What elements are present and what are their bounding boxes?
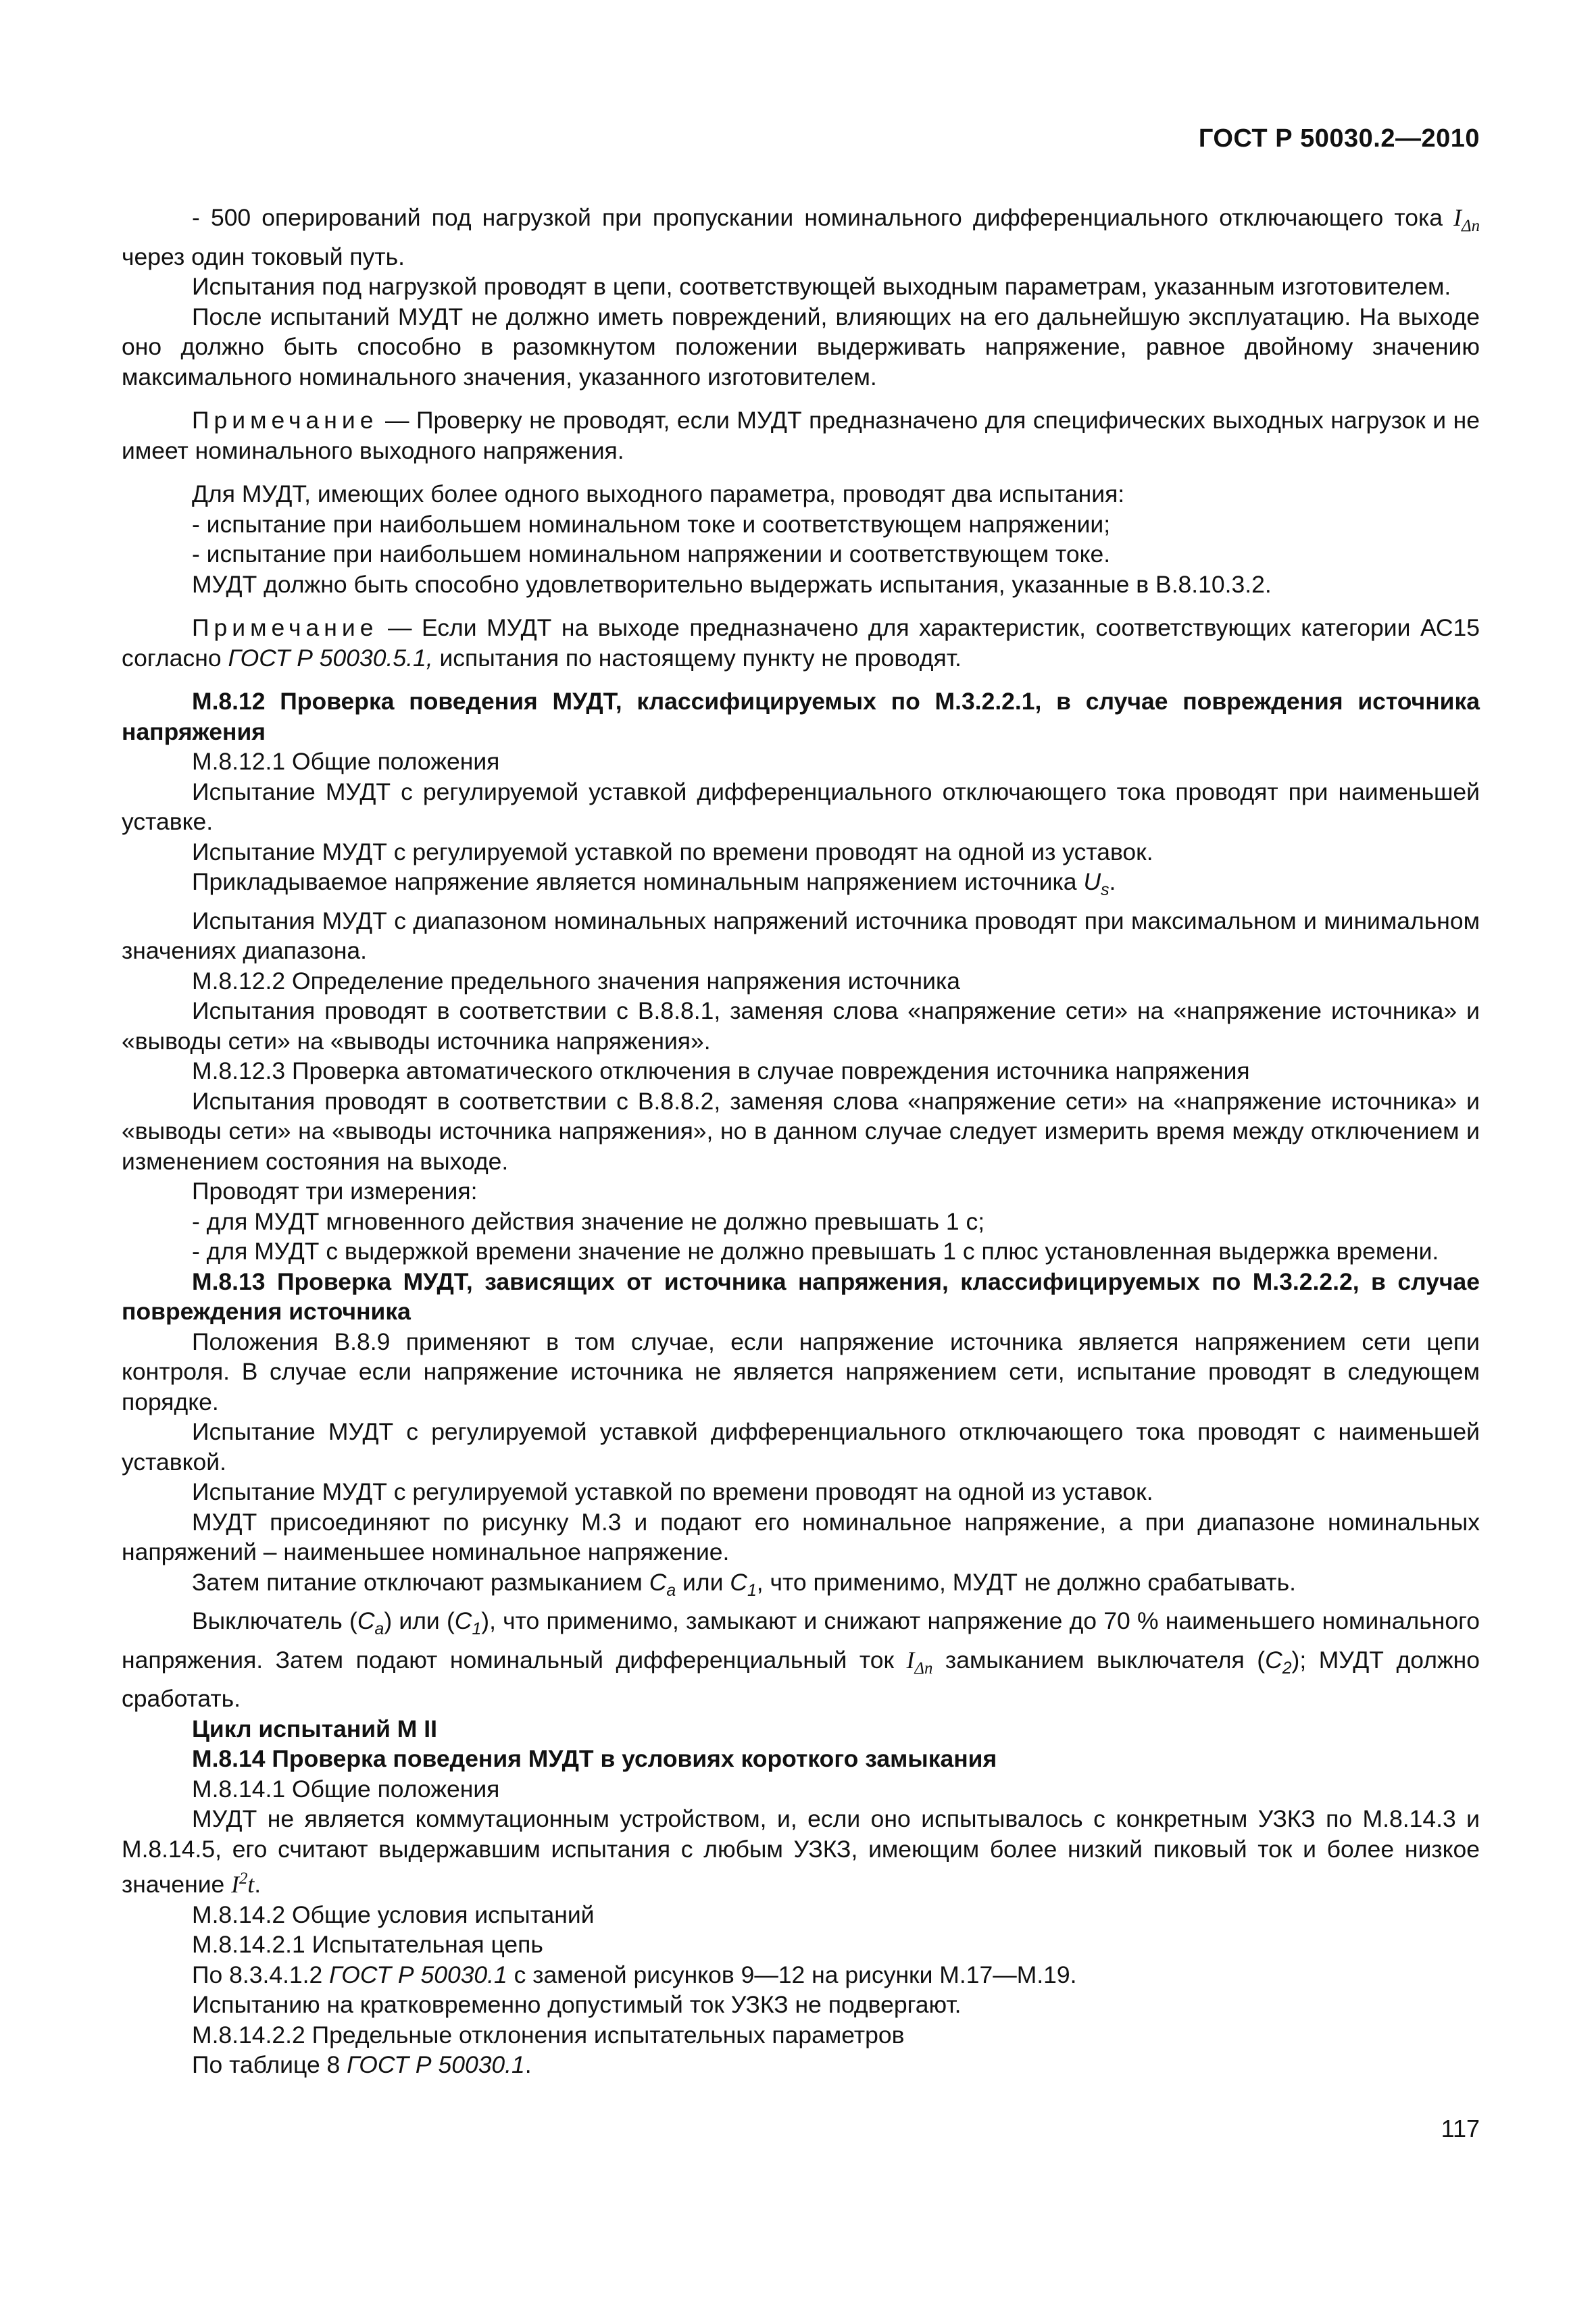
symbol: C	[649, 1568, 667, 1596]
list-item: - для МУДТ мгновенного действия значение не должно превышать 1 с;	[192, 1207, 985, 1235]
switch-symbol	[357, 1607, 384, 1639]
text: ), что применимо, замыкают и снижают напряжение до 70 % наименьшего номинального напряжения. Затем подают номинальный дифференциальный ток	[122, 1607, 1480, 1674]
paragraph: Для МУДТ, имеющих более одного выходного параметра, проводят два испытания:	[192, 480, 1125, 508]
subscript: 2	[1282, 1659, 1292, 1678]
switch-symbol	[1265, 1646, 1292, 1678]
text: По таблице 8	[192, 2051, 341, 2079]
energy-symbol	[231, 1871, 254, 1898]
symbol: C	[454, 1607, 472, 1635]
paragraph: Испытания МУДТ с диапазоном номинальных напряжений источника проводят при максимальном и минимальном значениях диапазона.	[122, 907, 1480, 965]
text: - 500 оперирований под нагрузкой при пропускании номинального дифференциального отключающего тока	[192, 204, 1443, 231]
paragraph: Испытания под нагрузкой проводят в цепи, соответствующей выходным параметрам, указанным изготовителем.	[192, 273, 1451, 301]
symbol: t	[247, 1871, 255, 1898]
paragraph: Испытания проводят в соответствии с В.8.8.1, заменяя слова «напряжение сети» на «напряжение источника» и «выводы сети» на «выводы источника напряжения».	[122, 997, 1480, 1055]
text: Прикладываемое напряжение является номинальным напряжением источника	[192, 868, 1077, 896]
list-item: - испытание при наибольшем номинальном токе и соответствующем напряжении;	[192, 510, 1111, 538]
section-heading: М.8.14 Проверка поведения МУДТ в условиях короткого замыкания	[192, 1745, 997, 1773]
symbol: U	[1083, 868, 1101, 896]
subsection-heading: М.8.14.1 Общие положения	[192, 1775, 500, 1803]
note-text: — Если МУДТ на выходе предназначено для характеристик, соответствующих категории АС15 согласно	[122, 614, 1480, 672]
list-item: - для МУДТ с выдержкой времени значение не должно превышать 1 с плюс установленная выдержка времени.	[192, 1238, 1439, 1265]
switch-symbol	[730, 1568, 757, 1600]
symbol: I	[1453, 204, 1462, 231]
symbol: C	[730, 1568, 747, 1596]
text: через один токовый путь.	[122, 243, 405, 270]
text: ) или (	[384, 1607, 455, 1635]
switch-symbol	[649, 1568, 676, 1600]
paragraph	[122, 1606, 1480, 1714]
superscript: 2	[239, 1869, 248, 1888]
note-text: — Проверку не проводят, если МУДТ предназначено для специфических выходных нагрузок и не имеет номинального выходного напряжения.	[122, 407, 1480, 464]
symbol: I	[231, 1871, 239, 1898]
page-body	[122, 203, 1480, 2080]
paragraph: МУДТ должно быть способно удовлетворительно выдержать испытания, указанные в В.8.10.3.2.	[192, 570, 1272, 598]
paragraph: Испытание МУДТ с регулируемой уставкой дифференциального отключающего тока проводят при наименьшей уставке.	[122, 778, 1480, 836]
paragraph	[122, 2050, 1480, 2080]
section-heading: М.8.13 Проверка МУДТ, зависящих от источника напряжения, классифицируемых по М.3.2.2.2, в случае повреждения источника	[122, 1267, 1480, 1326]
symbol: I	[906, 1646, 915, 1674]
paragraph: Испытания проводят в соответствии с В.8.8.2, заменяя слова «напряжение сети» на «напряжение источника» и «выводы сети» на «выводы источника напряжения», но в данном случае следует измерить время между отключением и изменением состояния на выходе.	[122, 1087, 1480, 1175]
subscript: 1	[747, 1581, 757, 1600]
note	[122, 613, 1480, 673]
standard-reference: ГОСТ Р 50030.1	[329, 1961, 507, 1988]
text: Затем питание отключают размыканием	[192, 1568, 643, 1596]
paragraph: Испытание МУДТ с регулируемой уставкой дифференциального отключающего тока проводят с наименьшей уставкой.	[122, 1418, 1480, 1476]
paragraph	[122, 1567, 1480, 1607]
paragraph: Испытанию на кратковременно допустимый ток УЗКЗ не подвергают.	[192, 1991, 962, 2019]
paragraph: МУДТ присоединяют по рисунку М.3 и подают его номинальное напряжение, а при диапазоне номинальных напряжений – наименьшее номинальное напряжение.	[122, 1508, 1480, 1566]
paragraph: После испытаний МУДТ не должно иметь повреждений, влияющих на его дальнейшую эксплуатацию. На выходе оно должно быть способно в разомкнутом положении выдерживать напряжение, равное двойному значению максимального номинального значения, указанного изготовителем.	[122, 303, 1480, 391]
subsection-heading: М.8.14.2.2 Предельные отклонения испытательных параметров	[192, 2021, 905, 2048]
symbol: C	[357, 1607, 375, 1635]
text: .	[1109, 868, 1116, 896]
section-heading: М.8.12 Проверка поведения МУДТ, классифицируемых по М.3.2.2.1, в случае повреждения источника напряжения	[122, 688, 1480, 745]
standard-reference: ГОСТ Р 50030.1	[347, 2051, 525, 2079]
standard-reference: ГОСТ Р 50030.5.1,	[228, 644, 433, 672]
note-label: Примечание	[192, 407, 378, 434]
cycle-heading: Цикл испытаний М II	[192, 1715, 437, 1742]
subscript: 1	[472, 1620, 482, 1639]
switch-symbol	[454, 1607, 482, 1639]
subscript: Δn	[914, 1659, 933, 1678]
text: замыканием выключателя (	[945, 1646, 1266, 1674]
text: .	[254, 1871, 261, 1898]
subsection-heading: М.8.14.2 Общие условия испытаний	[192, 1901, 595, 1928]
paragraph	[122, 1960, 1480, 1990]
text: По 8.3.4.1.2	[192, 1961, 323, 1988]
subscript: a	[374, 1620, 384, 1639]
text: Выключатель (	[192, 1607, 357, 1635]
paragraph: Проводят три измерения:	[192, 1178, 478, 1205]
current-symbol	[906, 1646, 933, 1678]
paragraph: Испытание МУДТ с регулируемой уставкой по времени проводят на одной из уставок.	[192, 1478, 1153, 1506]
text: .	[524, 2051, 532, 2079]
subsection-heading: М.8.12.3 Проверка автоматического отключения в случае повреждения источника напряжения	[192, 1057, 1250, 1085]
voltage-symbol	[1083, 868, 1109, 900]
list-item: - испытание при наибольшем номинальном напряжении и соответствующем токе.	[192, 540, 1111, 568]
subscript: s	[1101, 881, 1109, 900]
note	[122, 405, 1480, 466]
note-text: испытания по настоящему пункту не проводят.	[439, 644, 962, 672]
text: МУДТ не является коммутационным устройством, и, если оно испытывалось с конкретным УЗКЗ по М.8.14.3 и М.8.14.5, его считают выдержавшим испытания с любым УЗКЗ, имеющим более низкий пиковый ток и более низкое значение	[122, 1805, 1480, 1898]
text: или	[682, 1568, 724, 1596]
current-symbol	[1453, 204, 1480, 236]
paragraph: Положения В.8.9 применяют в том случае, если напряжение источника является напряжением сети цепи контроля. В случае если напряжение источника не является напряжением сети, испытание проводят в следующем порядке.	[122, 1328, 1480, 1415]
subscript: a	[666, 1581, 676, 1600]
text: с заменой рисунков 9—12 на рисунки М.17—М.19.	[514, 1961, 1077, 1988]
subscript: Δn	[1461, 217, 1480, 236]
note-label: Примечание	[192, 614, 378, 642]
symbol: C	[1265, 1646, 1282, 1674]
subsection-heading: М.8.12.1 Общие положения	[192, 748, 500, 776]
standard-header: ГОСТ Р 50030.2—2010	[1198, 124, 1480, 153]
paragraph: Испытание МУДТ с регулируемой уставкой по времени проводят на одной из уставок.	[192, 838, 1153, 865]
paragraph	[122, 867, 1480, 906]
subsection-heading: М.8.14.2.1 Испытательная цепь	[192, 1931, 543, 1959]
subsection-heading: М.8.12.2 Определение предельного значения напряжения источника	[192, 967, 961, 995]
paragraph	[122, 203, 1480, 272]
paragraph	[122, 1804, 1480, 1899]
text: , что применимо, МУДТ не должно срабатывать.	[756, 1568, 1296, 1596]
page-number: 117	[1441, 2115, 1480, 2142]
text: ); МУДТ должно сработать.	[122, 1646, 1480, 1713]
